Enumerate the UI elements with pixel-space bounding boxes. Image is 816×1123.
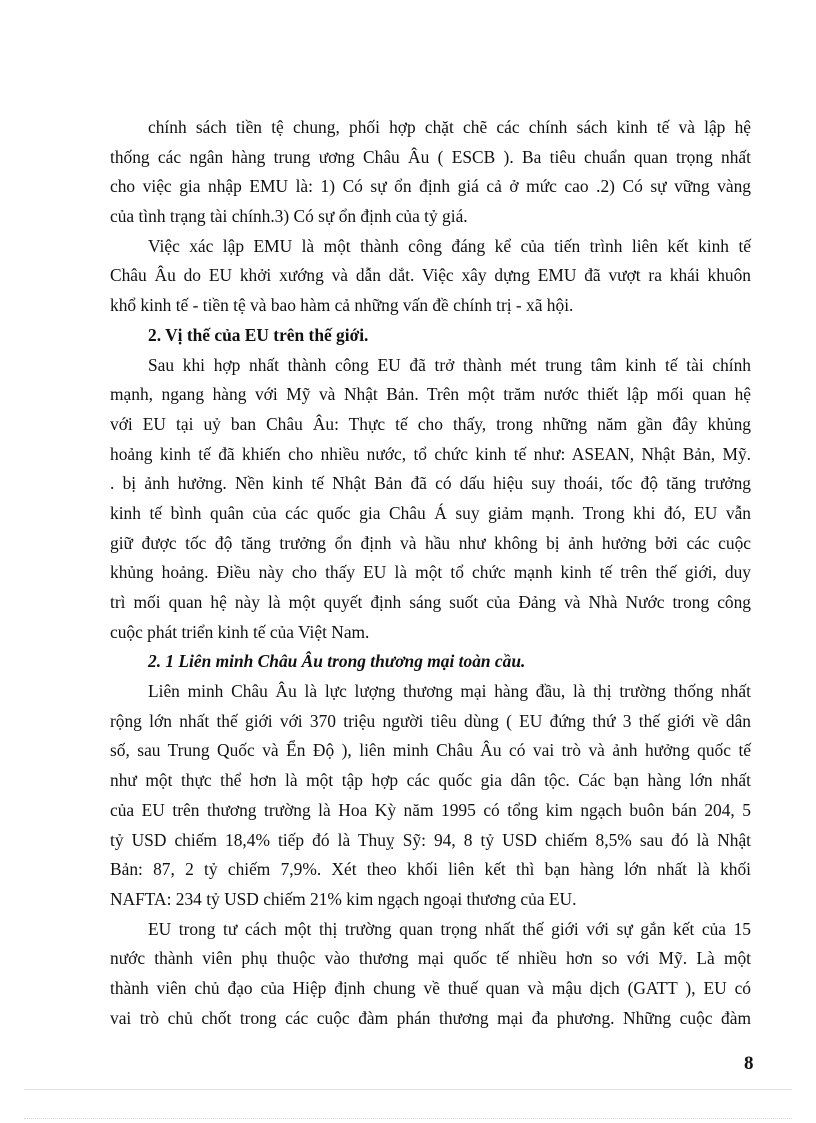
paragraph-emu-success <box>110 232 751 321</box>
text-line: khủng hoảng. Điều này cho thấy EU là một tổ chức mạnh kinh tế trên thế giới, duy <box>110 562 751 583</box>
page-edge-divider <box>24 1118 792 1119</box>
text-line: chính sách tiền tệ chung, phối hợp chặt chẽ các chính sách kinh tế và lập hệ <box>148 117 751 137</box>
section-heading: 2. Vị thế của EU trên thế giới. <box>148 324 369 345</box>
text-line: như một thực thể hơn là một tập hợp các quốc gia dân tộc. Các bạn hàng lớn nhất <box>110 770 751 791</box>
text-line: mạnh, ngang hàng với Mỹ và Nhật Bản. Trên một trăm nước thiết lập mối quan hệ <box>110 384 751 405</box>
text-line: Sau khi hợp nhất thành công EU đã trở thành mét trung tâm kinh tế tài chính <box>148 354 751 375</box>
text-line: với EU tại uỷ ban Châu Âu: Thực tế cho thấy, trong những năm gần đây khủng <box>110 413 751 434</box>
text-line: vai trò chủ chốt trong các cuộc đàm phán thương mại đa phương. Những cuộc đàm <box>110 1007 751 1028</box>
text-line: cho việc gia nhập EMU là: 1) Có sự ổn định giá cả ở mức cao .2) Có sự vững vàng <box>110 176 751 197</box>
paragraph-eu-position <box>110 351 751 648</box>
text-line: NAFTA: 234 tỷ USD chiếm 21% kim ngạch ngoại thương của EU. <box>110 888 577 909</box>
paragraph-eu-trade <box>110 677 751 915</box>
text-line: giữ được tốc độ tăng trưởng ổn định và hầu như không bị ảnh hưởng bởi các cuộc <box>110 532 751 553</box>
text-line: hoảng kinh tế đã khiến cho nhiều nước, tổ chức kinh tế như: ASEAN, Nhật Bản, Mỹ. <box>110 443 751 464</box>
paragraph-emu-criteria <box>110 113 751 232</box>
text-line: Liên minh Châu Âu là lực lượng thương mại hàng đầu, là thị trường thống nhất <box>148 681 751 702</box>
text-line: Châu Âu do EU khởi xướng và dẫn dắt. Việc xây dựng EMU đã vượt ra khái khuôn <box>110 265 751 286</box>
text-line: của tình trạng tài chính.3) Có sự ổn định của tỷ giá. <box>110 206 468 227</box>
text-line: thành viên chủ đạo của Hiệp định chung về thuế quan và mậu dịch (GATT ), EU có <box>110 977 751 998</box>
text-line: kinh tế bình quân của các quốc gia Châu Á suy giảm mạnh. Trong khi đó, EU vẫn <box>110 502 751 523</box>
text-line: EU trong tư cách một thị trường quan trọng nhất thế giới với sự gắn kết của 15 <box>148 918 751 939</box>
text-line: Việc xác lập EMU là một thành công đáng kể của tiến trình liên kết kinh tế <box>148 235 751 256</box>
subsection-heading: 2. 1 Liên minh Châu Âu trong thương mại toàn cầu. <box>148 651 526 672</box>
text-line: Bản: 87, 2 tỷ chiếm 7,9%. Xét theo khối liên kết thì bạn hàng lớn nhất là khối <box>110 859 751 880</box>
text-line: rộng lớn nhất thế giới với 370 triệu người tiêu dùng ( EU đứng thứ 3 thế giới về dân <box>110 710 751 731</box>
page-number: 8 <box>744 1053 754 1074</box>
text-line: nước thành viên phụ thuộc vào thương mại quốc tế nhiều hơn so với Mỹ. Là một <box>110 948 751 969</box>
text-line: số, sau Trung Quốc và Ển Độ ), liên minh Châu Âu có vai trò và ảnh hưởng quốc tế <box>110 740 751 761</box>
text-line: . bị ảnh hưởng. Nền kinh tế Nhật Bản đã có dấu hiệu suy thoái, tốc độ tăng trưởng <box>110 473 751 494</box>
text-line: tỷ USD chiếm 18,4% tiếp đó là Thuỵ Sỹ: 94, 8 tỷ USD chiếm 8,5% sau đó là Nhật <box>110 829 751 850</box>
page-divider <box>24 1089 792 1090</box>
text-line: cuộc phát triển kinh tế của Việt Nam. <box>110 621 370 642</box>
text-line: thống các ngân hàng trung ương Châu Âu ( ESCB ). Ba tiêu chuẩn quan trọng nhất <box>110 146 751 167</box>
paragraph-eu-market <box>110 915 751 1034</box>
text-line: khổ kinh tế - tiền tệ và bao hàm cả những vấn đề chính trị - xã hội. <box>110 295 574 316</box>
document-page <box>110 113 751 1033</box>
text-line: trì mối quan hệ này là một quyết định sáng suốt của Đảng và Nhà Nước trong công <box>110 592 751 612</box>
text-line: của EU trên thương trường là Hoa Kỳ năm 1995 có tổng kim ngạch buôn bán 204, 5 <box>110 799 751 820</box>
